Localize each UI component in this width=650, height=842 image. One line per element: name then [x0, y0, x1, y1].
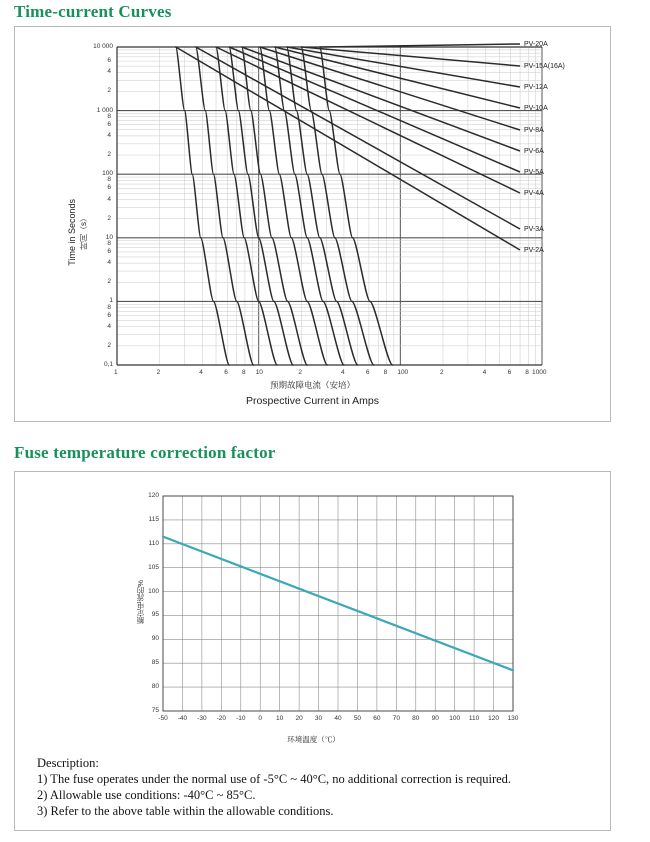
legend-label-pv-15a16a: PV-15A(16A): [524, 63, 565, 70]
axis-tick-label: 2: [107, 278, 111, 286]
axis-tick-label: 6: [107, 247, 111, 255]
axis-tick-label: 95: [151, 611, 159, 619]
axis-tick-label: 1: [114, 369, 118, 376]
time-current-curves-panel: [14, 26, 611, 422]
axis-tick-label: 30: [314, 715, 323, 722]
axis-tick-label: -30: [197, 715, 207, 722]
axis-tick-label: 2: [156, 369, 161, 376]
axis-tick-label: 1 000: [96, 106, 113, 114]
axis-tick-label: 2: [107, 151, 111, 159]
chart1-y-axis-label-en: Time in Seconds: [67, 198, 77, 266]
axis-tick-label: 0: [258, 715, 263, 722]
axis-tick-label: 6: [107, 57, 111, 65]
section-heading-temperature-correction: Fuse temperature correction factor: [14, 443, 276, 462]
axis-tick-label: 40: [334, 715, 342, 722]
legend-label-pv-4a: PV-4A: [524, 190, 544, 197]
description-line-3: 3) Refer to the above table within the allowable conditions.: [37, 804, 334, 818]
axis-tick-label: 6: [224, 369, 228, 376]
axis-tick-label: 1: [109, 297, 113, 305]
legend-label-pv-20a: PV-20A: [524, 41, 548, 48]
axis-tick-label: 8: [241, 369, 246, 376]
axis-tick-label: 4: [107, 322, 111, 330]
axis-tick-label: 2: [107, 87, 111, 95]
axis-tick-label: 4: [199, 369, 203, 376]
axis-tick-label: 6: [507, 369, 512, 376]
axis-tick-label: 90: [431, 715, 439, 722]
section-heading-time-current-curves: Time-current Curves: [14, 2, 172, 21]
axis-tick-label: 110: [468, 715, 480, 722]
description-title: Description:: [37, 756, 99, 770]
axis-tick-label: 6: [107, 311, 111, 319]
axis-tick-label: 130: [507, 715, 519, 722]
axis-tick-label: 8: [107, 239, 111, 247]
axis-tick-label: 6: [365, 369, 370, 376]
axis-tick-label: 4: [482, 369, 487, 376]
axis-tick-label: 115: [148, 515, 159, 523]
axis-tick-label: 8: [107, 176, 111, 184]
axis-tick-label: 4: [340, 369, 345, 376]
temperature-correction-panel: [14, 471, 611, 831]
chart1-y-axis-label: [67, 177, 89, 287]
description-line-2: 2) Allowable use conditions: -40°C ~ 85°C.: [37, 788, 256, 802]
axis-tick-label: 70: [392, 715, 400, 722]
chart1-x-axis-label-cn: 预期故障电流（安培）: [269, 380, 355, 390]
legend-label-pv-10a: PV-10A: [524, 105, 548, 112]
chart2-x-axis-label-cn: 环境温度（℃）: [287, 735, 340, 744]
axis-tick-label: 2: [107, 341, 111, 349]
axis-tick-label: 1000: [532, 369, 547, 376]
axis-tick-label: 100: [148, 587, 159, 595]
axis-tick-label: 100: [102, 170, 113, 178]
axis-tick-label: 4: [107, 131, 111, 139]
axis-tick-label: 80: [412, 715, 420, 722]
axis-tick-label: 110: [148, 539, 159, 547]
axis-tick-label: 4: [107, 259, 111, 267]
axis-tick-label: -40: [177, 715, 188, 722]
axis-tick-label: 8: [383, 369, 388, 376]
axis-tick-label: 60: [373, 715, 381, 722]
axis-tick-label: 85: [151, 659, 159, 667]
axis-tick-label: 2: [439, 369, 444, 376]
axis-tick-label: -20: [216, 715, 227, 722]
axis-tick-label: 80: [151, 683, 159, 691]
axis-tick-label: 6: [107, 184, 111, 192]
axis-tick-label: 0,1: [103, 361, 113, 368]
chart1-x-axis-label-en: Prospective Current in Amps: [245, 395, 380, 407]
chart1-y-axis-label-cn: 时间（s）: [79, 214, 88, 250]
legend-label-pv-6a: PV-6A: [524, 148, 544, 155]
axis-tick-label: 4: [107, 68, 111, 76]
axis-tick-label: 120: [148, 492, 159, 499]
legend-label-pv-8a: PV-8A: [524, 127, 544, 134]
axis-tick-label: 120: [488, 715, 499, 722]
axis-tick-label: 6: [107, 120, 111, 128]
axis-tick-label: 10: [255, 369, 263, 376]
legend-label-pv-3a: PV-3A: [524, 226, 544, 233]
axis-tick-label: 4: [107, 195, 111, 203]
axis-tick-label: 105: [148, 563, 159, 571]
axis-tick-label: 100: [449, 715, 461, 722]
description-block: [37, 755, 597, 819]
axis-tick-label: -50: [158, 715, 168, 722]
axis-tick-label: 8: [525, 369, 529, 376]
axis-tick-label: 10: [276, 715, 284, 722]
chart2-y-axis-label-cn: 额定电流的%: [135, 579, 145, 625]
legend-label-pv-12a: PV-12A: [524, 84, 548, 91]
description-line-1: 1) The fuse operates under the normal use of -5°C ~ 40°C, no additional correction is required.: [37, 772, 512, 786]
axis-tick-label: 10: [105, 233, 113, 241]
axis-tick-label: 8: [107, 112, 111, 120]
legend-label-pv-5a: PV-5A: [524, 169, 544, 176]
axis-tick-label: 8: [107, 303, 111, 311]
axis-tick-label: 20: [295, 715, 303, 722]
axis-tick-label: 10 000: [93, 43, 113, 50]
axis-tick-label: 2: [298, 369, 302, 376]
legend-label-pv-2a: PV-2A: [524, 247, 544, 254]
axis-tick-label: 90: [151, 635, 159, 643]
axis-tick-label: 50: [353, 715, 362, 722]
axis-tick-label: -10: [236, 715, 246, 722]
axis-tick-label: 75: [151, 707, 159, 714]
axis-tick-label: 100: [397, 369, 409, 376]
axis-tick-label: 2: [107, 214, 111, 222]
